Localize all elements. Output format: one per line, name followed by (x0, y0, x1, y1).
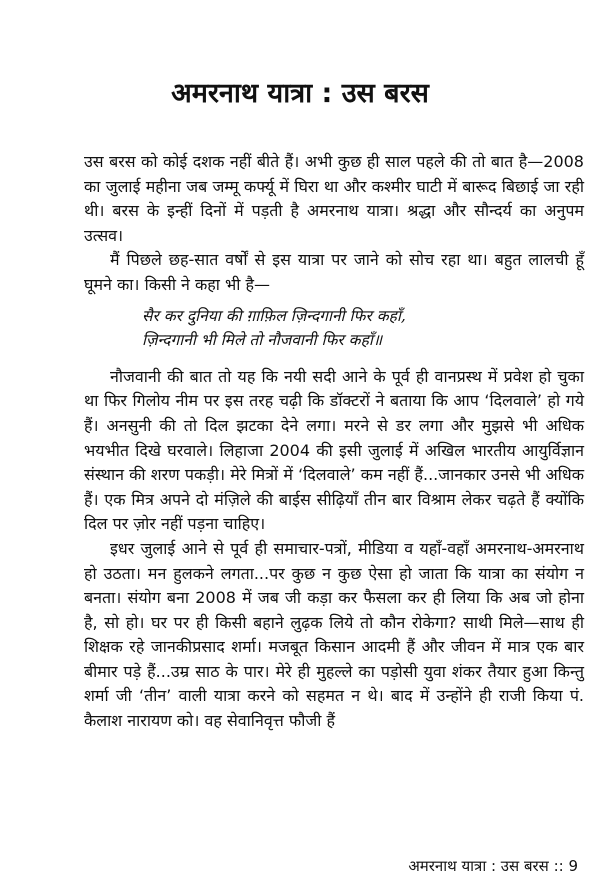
page-footer (408, 856, 578, 876)
poem-line-1: सैर कर दुनिया की ग़ाफ़िल ज़िन्दगानी फिर कहाँ, (142, 306, 406, 325)
running-title: अमरनाथ यात्रा : उस बरस (408, 857, 549, 875)
page-number: 9 (568, 857, 578, 875)
paragraph-3: नौजवानी की बात तो यह कि नयी सदी आने के पूर्व ही वानप्रस्थ में प्रवेश हो चुका था फिर गिलोय नीम पर इस तरह चढ़ी कि डॉक्टरों ने बताया कि आप ‘दिलवाले’ हो गये हैं। अनसुनी की तो दिल झटका देने लगा। मरने से डर लगा और मुझसे भी अधिक भयभीत दिखे घरवाले। लिहाजा 2004 की इसी जुलाई में अखिल भारतीय आयुर्विज्ञान संस्थान की शरण पकड़ी। मेरे मित्रों में ‘दिलवाले’ कम नहीं हैं...जानकार उनसे भी अधिक हैं। एक मित्र अपने दो मंज़िले की बाईस सीढ़ियाँ तीन बार विश्राम लेकर चढ़ते हैं क्योंकि दिल पर ज़ोर नहीं पड़ना चाहिए। (84, 366, 584, 534)
poem-couplet (84, 304, 584, 353)
paragraph-4: इधर जुलाई आने से पूर्व ही समाचार-पत्रों, मीडिया व यहाँ-वहाँ अमरनाथ-अमरनाथ हो उठता। मन हुलकने लगता...पर कुछ न कुछ ऐसा हो जाता कि यात्रा का संयोग न बनता। संयोग बना 2008 में जब जी कड़ा कर फैसला कर ही लिया कि अब जो होना है, सो हो। घर पर ही किसी बहाने लुढ़क लिये तो कौन रोकेगा? साथी मिले—साथ ही शिक्षक रहे जानकीप्रसाद शर्मा। मजबूत किसान आदमी हैं और जीवन में मात्र एक बार बीमार पड़े हैं...उम्र साठ के पार। मेरे ही मुहल्ले का पड़ोसी युवा शंकर तैयार हुआ किन्तु शर्मा जी ‘तीन’ वाली यात्रा करने को सहमत न थे। बाद में उन्होंने ही राजी किया पं. कैलाश नारायण को। वह सेवानिवृत्त फौजी हैं (84, 538, 584, 731)
paragraph-1: उस बरस को कोई दशक नहीं बीते हैं। अभी कुछ ही साल पहले की तो बात है—2008 का जुलाई महीना जब जम्मू कर्फ्यू में घिरा था और कश्मीर घाटी में बारूद बिछाई जा रही थी। बरस के इन्हीं दिनों में पड़ती है अमरनाथ यात्रा। श्रद्धा और सौन्दर्य का अनुपम उत्सव। (84, 152, 584, 245)
paragraph-2: मैं पिछले छह-सात वर्षों से इस यात्रा पर जाने को सोच रहा था। बहुत लालची हूँ घूमने का। किसी ने कहा भी है— (84, 250, 584, 294)
footer-separator: :: (553, 857, 564, 875)
chapter-title: अमरनाथ यात्रा : उस बरस (171, 78, 429, 110)
poem-line-2: ज़िन्दगानी भी मिले तो नौजवानी फिर कहाँ॥ (142, 331, 383, 350)
chapter-body (84, 150, 584, 734)
